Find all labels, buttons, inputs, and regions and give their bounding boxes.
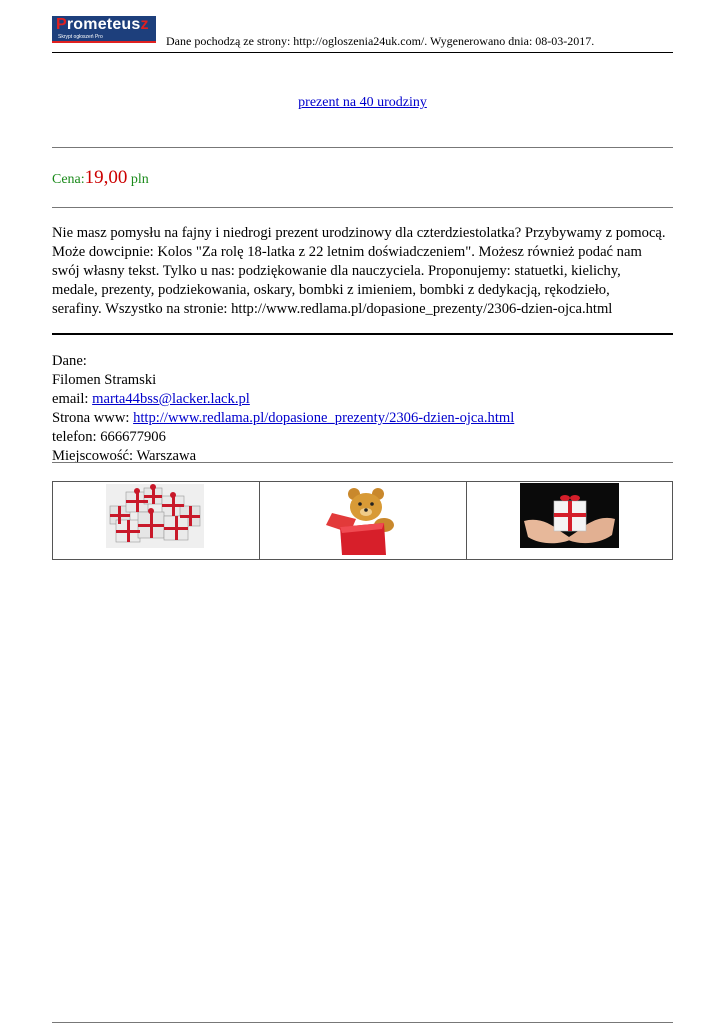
website-link[interactable]: http://www.redlama.pl/dopasione_prezenty/2306-dzien-ojca.html (133, 410, 515, 426)
title-divider (52, 147, 673, 148)
price-label: Cena: (52, 172, 85, 187)
website-label: Strona www: (52, 410, 134, 426)
price (52, 167, 149, 189)
contact-website-row (52, 409, 514, 428)
logo-wordmark: Prometeusz (56, 16, 149, 33)
description-line: Nie masz pomysłu na fajny i niedrogi prezent urodzinowy dla czterdziestolatka? Przybywamy z pomocą. (52, 225, 666, 241)
email-link[interactable]: marta44bss@lacker.lack.pl (92, 391, 250, 407)
header-divider (52, 52, 673, 53)
prometeusz-logo (52, 16, 156, 43)
description-divider (52, 333, 673, 335)
price-currency: pln (130, 172, 149, 187)
email-label: email: (52, 391, 93, 407)
contact-phone: telefon: 666677906 (52, 429, 166, 445)
gift-boxes-pile-image[interactable] (106, 484, 204, 548)
listing-title (0, 95, 725, 111)
price-divider (52, 207, 673, 208)
gallery-cell (260, 482, 467, 559)
contact-name: Filomen Stramski (52, 372, 157, 388)
price-value: 19,00 (84, 167, 128, 188)
description-line: serafiny. Wszystko na stronie: http://www.redlama.pl/dopasione_prezenty/2306-dzien-ojca.html (52, 301, 613, 317)
description-line: swój własny tekst. Tylko u nas: podziękowanie dla nauczyciela. Proponujemy: statuetki, kielichy, (52, 263, 621, 279)
logo-tagline: Skrypt ogłoszeń Pro (58, 34, 103, 40)
description-line: medale, prezenty, podziekowania, oskary, bombki z imieniem, bombki z dedykacją, rękodzieło, (52, 282, 610, 298)
source-note: Dane pochodzą ze strony: http://ogloszenia24uk.com/. Wygenerowano dnia: 08-03-2017. (166, 34, 595, 48)
contact-email-row (52, 390, 514, 409)
image-gallery (52, 481, 673, 560)
footer-divider (52, 1022, 673, 1023)
contact-heading: Dane: (52, 353, 87, 369)
contact-details (52, 352, 514, 466)
contact-divider (52, 462, 673, 463)
teddy-bear-gift-box-image[interactable] (326, 485, 402, 557)
gallery-cell (53, 482, 260, 559)
listing-title-link[interactable]: prezent na 40 urodziny (298, 95, 427, 110)
contact-city: Miejscowość: Warszawa (52, 448, 197, 464)
description-line: Może dowcipnie: Kolos "Za rolę 18-latka z 22 letnim doświadczeniem". Możesz również podać nam (52, 244, 642, 260)
gallery-cell (467, 482, 674, 559)
listing-description (52, 224, 677, 319)
gift-in-hands-image[interactable] (520, 483, 619, 548)
